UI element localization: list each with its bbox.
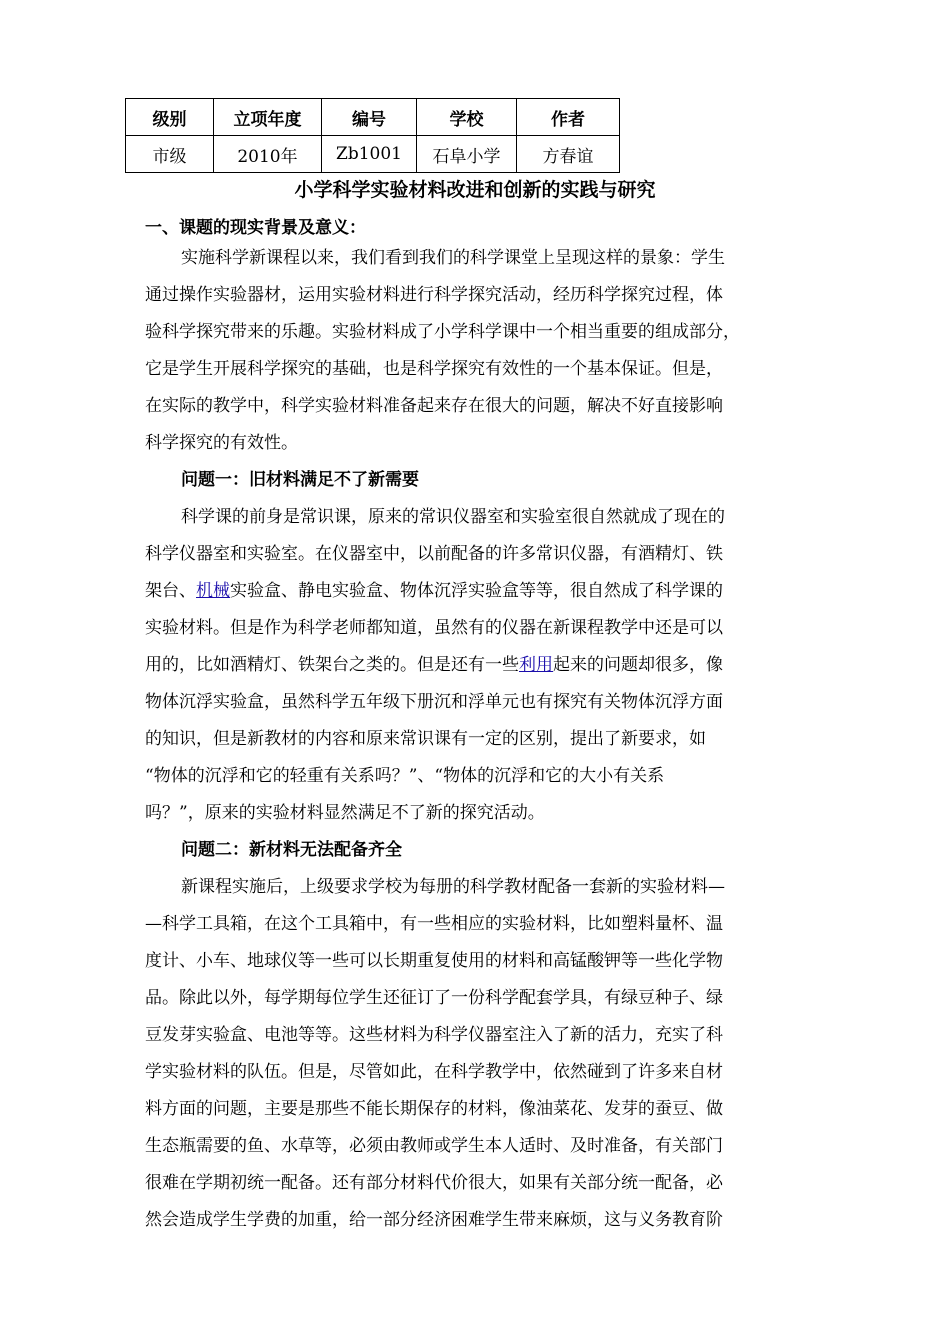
- table-cell: 方春谊: [517, 136, 620, 173]
- text-span: 架台、: [145, 581, 196, 601]
- text-line: 验科学探究带来的乐趣。实验材料成了小学科学课中一个相当重要的组成部分，: [145, 322, 740, 342]
- text-line: 生态瓶需要的鱼、水草等，必须由教师或学生本人适时、及时准备，有关部门: [145, 1136, 723, 1156]
- document-title: 小学科学实验材料改进和创新的实践与研究: [294, 179, 656, 201]
- text-line: 通过操作实验器材，运用实验材料进行科学探究活动，经历科学探究过程，体: [145, 285, 723, 305]
- table-header-row: [126, 99, 620, 136]
- table-cell: 石阜小学: [417, 136, 517, 173]
- table-header-cell: 作者: [517, 99, 620, 136]
- table-header-cell: 立项年度: [214, 99, 322, 136]
- text-line: 吗？”，原来的实验材料显然满足不了新的探究活动。: [145, 803, 545, 823]
- text-line: 品。除此以外，每学期每位学生还征订了一份科学配套学具，有绿豆种子、绿: [145, 988, 723, 1008]
- problem2-block: [145, 832, 805, 1239]
- text-span: 起来的问题却很多，像: [553, 655, 723, 675]
- text-line: 实施科学新课程以来，我们看到我们的科学课堂上呈现这样的景象：学生: [181, 248, 725, 268]
- text-line: 新课程实施后，上级要求学校为每册的科学教材配备一套新的实验材料—: [181, 877, 725, 897]
- text-line: 它是学生开展科学探究的基础，也是科学探究有效性的一个基本保证。但是，: [145, 359, 723, 379]
- machinery-link[interactable]: 机械: [196, 581, 230, 601]
- text-line: [145, 573, 805, 610]
- text-span: 用的，比如酒精灯、铁架台之类的。但是还有一些: [145, 655, 519, 675]
- text-line: 的知识，但是新教材的内容和原来常识课有一定的区别，提出了新要求，如: [145, 729, 706, 749]
- text-line: 学实验材料的队伍。但是，尽管如此，在科学教学中，依然碰到了许多来自材: [145, 1062, 723, 1082]
- text-line: 豆发芽实验盒、电池等等。这些材料为科学仪器室注入了新的活力，充实了科: [145, 1025, 723, 1045]
- text-line: 科学课的前身是常识课，原来的常识仪器室和实验室很自然就成了现在的: [181, 507, 725, 527]
- text-line: 度计、小车、地球仪等一些可以长期重复使用的材料和高锰酸钾等一些化学物: [145, 951, 723, 971]
- text-line: 料方面的问题，主要是那些不能长期保存的材料，像油菜花、发芽的蚕豆、做: [145, 1099, 723, 1119]
- project-info-table: [125, 98, 620, 173]
- section-heading: 一、课题的现实背景及意义：: [145, 218, 366, 238]
- problem1-heading: 问题一：旧材料满足不了新需要: [181, 470, 419, 490]
- text-line: 物体沉浮实验盒，虽然科学五年级下册沉和浮单元也有探究有关物体沉浮方面: [145, 692, 723, 712]
- text-line: 然会造成学生学费的加重，给一部分经济困难学生带来麻烦，这与义务教育阶: [145, 1210, 723, 1230]
- text-span: 实验盒、静电实验盒、物体沉浮实验盒等等，很自然成了科学课的: [230, 581, 723, 601]
- text-line: 科学仪器室和实验室。在仪器室中，以前配备的许多常识仪器，有酒精灯、铁: [145, 544, 723, 564]
- text-line: [145, 647, 805, 684]
- table-header-cell: 学校: [417, 99, 517, 136]
- text-line: 科学探究的有效性。: [145, 433, 298, 453]
- utilize-link[interactable]: 利用: [519, 655, 553, 675]
- table-cell: Zb1001: [322, 136, 417, 173]
- text-line: —科学工具箱，在这个工具箱中，有一些相应的实验材料，比如塑料量杯、温: [145, 914, 723, 934]
- text-line: “物体的沉浮和它的轻重有关系吗？”、“物体的沉浮和它的大小有关系: [145, 766, 665, 786]
- table-cell: 市级: [126, 136, 214, 173]
- problem1-block: [145, 462, 805, 832]
- text-line: 在实际的教学中，科学实验材料准备起来存在很大的问题，解决不好直接影响: [145, 396, 723, 416]
- problem2-heading: 问题二：新材料无法配备齐全: [181, 840, 402, 860]
- table-header-cell: 编号: [322, 99, 417, 136]
- text-line: 很难在学期初统一配备。还有部分材料代价很大，如果有关部分统一配备，必: [145, 1173, 723, 1193]
- table-cell: 2010年: [214, 136, 322, 173]
- text-line: 实验材料。但是作为科学老师都知道，虽然有的仪器在新课程教学中还是可以: [145, 618, 723, 638]
- intro-paragraph: [145, 240, 805, 462]
- table-row: [126, 136, 620, 173]
- table-header-cell: 级别: [126, 99, 214, 136]
